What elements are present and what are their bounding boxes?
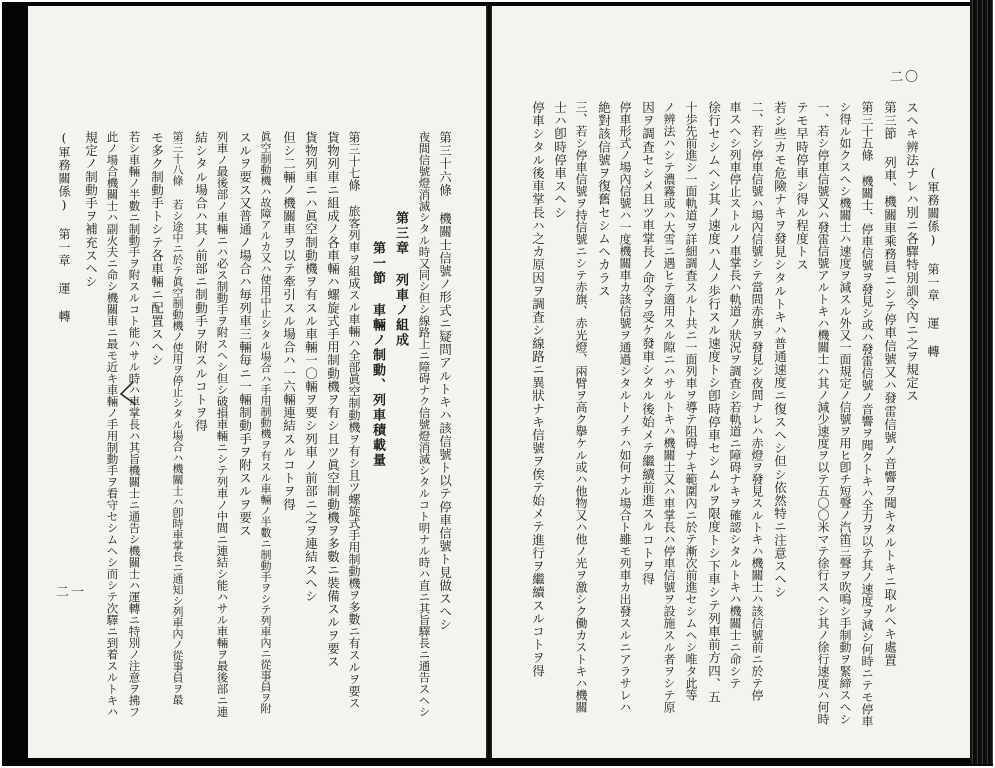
page-number: 二一 xyxy=(56,585,87,600)
text-column: 貨物列車ニハ眞空制動機ヲ有スル車輛一〇輛ヲ要シ列車ノ前部ニ之ヲ連結スヘシ xyxy=(303,131,319,603)
handwritten-check-mark xyxy=(113,378,143,408)
text-column: ノ辨法ハシテ濃霧或ハ大雪ニ遇ヒテ適用スル隙ニハサルトキハ機關士又ハ車掌長ハ停車信號ヲ設施スル者ヲシテ原 xyxy=(662,101,676,713)
page-number: 二〇 xyxy=(890,70,921,85)
right-page xyxy=(492,6,970,758)
text-column: 規定ノ制動手ヲ補充スヘシ xyxy=(83,131,99,289)
text-column: 三、若シ停車信號ヲ持信號ニシテ赤旗、赤光燈、兩臂ヲ高ク擧ケル或ハ他物又ハ他ノ光ヲ激シク働カストキハ機關 xyxy=(574,101,588,713)
text-column: 眞空制動機ハ故障アルカ又ハ使用中止シタル場合ハ手用制動機ヲ有スル車輛ノ半數ニ制動手ヲシテ列車內ニ從事員ヲ附 xyxy=(259,131,272,714)
text-column: 絶對該信號ヲ復舊セシムヘカラス xyxy=(596,101,612,298)
text-column: 但シ二輛ノ機關車ヲ以テ牽引スル場合ハ一六輛連結スルコトヲ得 xyxy=(281,131,297,511)
text-column: 此ノ場合機關士ハ副火夫ニ命シ機關車ニ最モ近キ車輛ノ手用制動手ヲ看守セシムヘシ而シテ次驛ニ到着スルトキハ xyxy=(105,131,120,718)
running-header: (軍務關係) 第一章 運 轉 xyxy=(57,131,71,323)
text-column: スヘキ辨法ナレハ別ニ各驛特別訓令內ニ之ヲ規定ス xyxy=(904,101,920,403)
text-column: モ多ク制動手トシテ各車輛ニ配置スヘシ xyxy=(149,131,165,367)
text-column: 第三十七條 旅客列車ヲ組成スル車輛ハ全部眞空制動機ヲ有シ且ツ螺旋式手用制動機ヲ多數ニ有スルヲ要ス xyxy=(347,131,361,709)
text-column: 貨物列車ニ組成ノ各車輛ハ螺旋式手用制動機ヲ有シ且ツ眞空制動機ヲ多數ニ裝備スルヲ要ス xyxy=(325,131,341,669)
left-page xyxy=(28,6,486,758)
text-column: 停車形式ノ場內信號ハ一度機關車カ該信號ヲ通過シタルトノチハ如何ナル場合ト雖モ列車カ出發スルニアラサレハ xyxy=(618,101,632,713)
text-column: 結シタル場合ハ其ノ前部ニ制動手ヲ附スルコトヲ得 xyxy=(193,131,209,433)
text-column: 若シ車輛ノ半數ニ制動手ヲ附スルコト能ハサル時ハ車掌長ハ其旨機關士ニ通告シ機關士ハ運轉ニ特別ノ注意ヲ拂フ xyxy=(127,131,142,718)
text-column: 第三十五條 機關士、停車信號ヲ發見シ或ハ發雷信號ノ音響ヲ聞クトキハ全力ヲ以テ其ノ速度ヲ減シ何時ニテモ停車 xyxy=(860,101,874,727)
text-column: 徐行セシムヘシ其ノ速度ハ人ノ歩行スル速度トシ卽時停車セシムルヲ限度トシ下車シテ列車前方四、五 xyxy=(706,101,722,704)
text-column: 夜間信號燈消滅シタル時又同シ但シ線路上ニ障碍ナク信號燈消滅シタルコト明ナル時ハ直ニ其旨驛長ニ通告スヘシ xyxy=(417,131,432,718)
text-column: 因ヲ調査セシメ且ツ車掌長ノ命令ヲ受ケ發車シタル後始メテ繼續前進スルコトヲ得 xyxy=(640,101,656,586)
text-column: 十歩先前進シ一面軌道ヲ詳細調査スルト共ニ一面列車ヲ導テ阻碍ナキ範圍內ニ於テ漸次前進セシムヘシ唯タ此等 xyxy=(684,101,698,701)
text-column: 停車シタル後車掌長ハ之カ原因ヲ調査シ線路ニ異狀ナキ信號ヲ俟テ始メテ進行ヲ繼續スルコトヲ得 xyxy=(530,101,546,678)
text-column: 列車ノ最後部ノ車輛ニハ必ス制動手ヲ附スヘシ但シ破損車輛ニシテ列車ノ中間ニ連結シ能ハサル車輛ヲ最後部ニ連 xyxy=(215,131,230,718)
text-column: 二、若シ停車信號ハ場內信號シテ當間赤旗ヲ發見シ夜間ナレハ赤燈ヲ發見スルトキハ機關士ハ該信號前ニ於テ停 xyxy=(750,101,764,701)
text-column: 一、若シ停車信號又ハ發雷信號アルトキハ機關士ハ其ノ減少速度ヲ以テ五〇〇米マテ徐行スヘシ其ノ徐行速度ハ何時 xyxy=(816,101,830,725)
text-column: 第三十六條 機關士信號ノ形式ニ疑問アルトキハ該信號ト以テ停車信號ト見做スヘシ xyxy=(437,131,453,632)
chapter-heading: 第三章 列車ノ組成 xyxy=(393,211,408,348)
text-column: シ得ル如クスヘシ機關士ハ速度ヲ減スル外又一面規定ノ信號ヲ用ヒ卽チ短聲ノ汽笛三聲ヲ吹鳴シ手制動ヲ緊締スヘシ xyxy=(838,101,852,725)
text-column: 第三十八條 若シ途中ニ於テ眞空制動機ノ使用ヲ停止シタル場合ハ機關士ハ卽時車掌長ニ通知シ列車內ノ從事員ヲ最 xyxy=(171,131,184,705)
text-column: スルヲ要ス又普通ノ場合ハ毎列車三輛毎ニ一輛制動手ヲ附スルヲ要ス xyxy=(237,131,253,538)
text-column: 士ハ卽時停車スヘシ xyxy=(552,101,568,219)
running-header: (軍務關係) 第一章 運 轉 xyxy=(926,166,940,358)
text-column: テモ早時停車シ得ル程度トス xyxy=(794,101,810,272)
section-heading: 第一節 車輛ノ制動、列車積載量 xyxy=(370,241,385,468)
page-edges xyxy=(970,0,993,764)
text-column: 若シ些カモ危險ナキヲ發見シタルトキハ普通速度ニ復スヘシ但シ依然特ニ注意スヘシ xyxy=(772,101,788,599)
text-column: 車スヘシ列車停止ストルノ車掌長ハ軌道ノ狀況ヲ調査シ若軌道ニ障碍ナキヲ確認シタルトキハ機關士ニ命シテ xyxy=(728,101,742,689)
text-column: 第三節 列車、機關車乘務員ニシテ停車信號又ハ發雷信號ノ音響ヲ聞キタルトキニ取ルヘキ處置 xyxy=(882,101,898,667)
